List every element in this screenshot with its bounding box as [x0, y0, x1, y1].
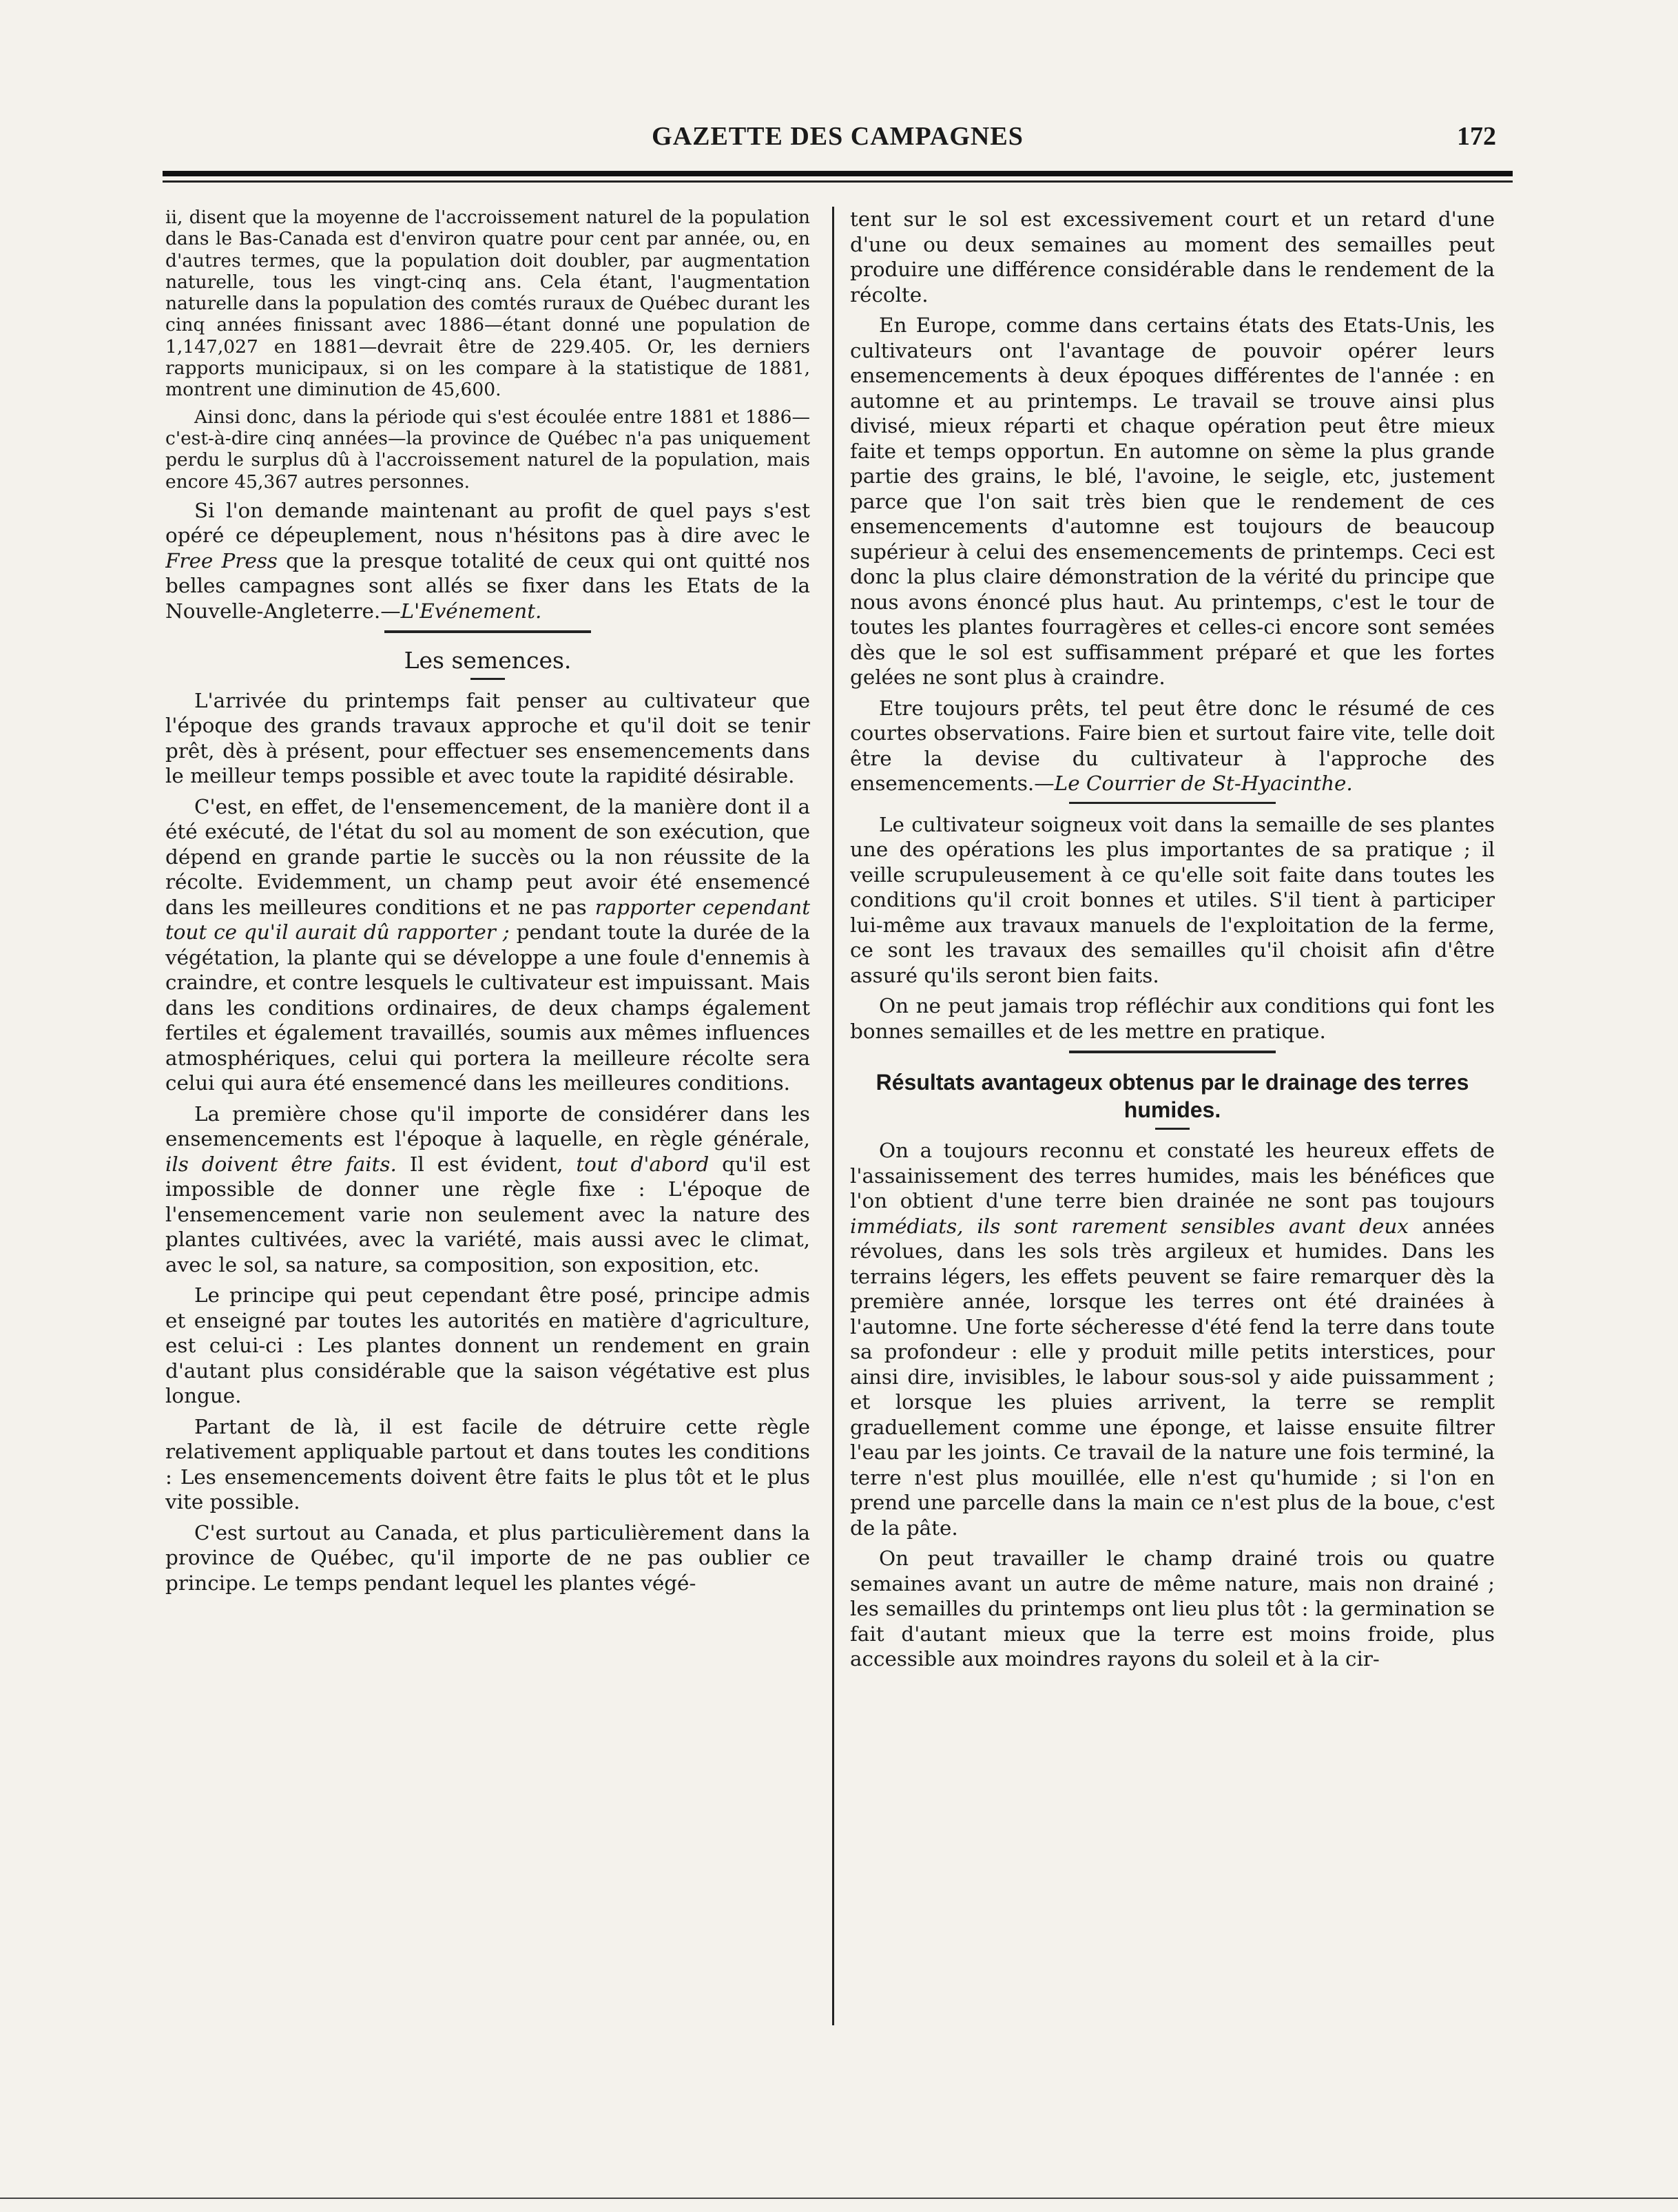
column-divider	[832, 207, 834, 2025]
section-divider	[384, 630, 591, 633]
paragraph: On a toujours reconnu et constaté les heureux effets de l'assainissement des terres humides, mais les bénéfices que l'on obtient d'une terre bien drainée ne sont pas toujours immédiats, ils sont rarement sensibles avant deux années révolues, dans les sols très argileux et humides. Dans les terrains légers, les effets peuvent se faire remarquer dès la première année, lorsque les terres ont été drainées à l'automne. Une forte sécheresse d'été fend la terre dans toute sa profondeur : elle y produit mille petits interstices, pour ainsi dire, invisibles, le labour sous-sol y aide puissamment ; et lorsque les pluies arrivent, la terre se remplit graduellement comme une éponge, et laisse ensuite filtrer l'eau par les joints. Ce travail de la nature une fois terminé, la terre n'est plus mouillée, elle n'est qu'humide ; si l'on en prend une parcelle dans la main ce n'est plus de la boue, c'est de la pâte.	[850, 1139, 1495, 1540]
paragraph: ii, disent que la moyenne de l'accroissement naturel de la population dans le Bas-Canada est d'environ quatre pour cent par année, ou, en d'autres termes, que la population doit doubler, par augmentation naturelle, tous les vingt-cinq ans. Cela étant, l'augmentation naturelle dans la population des comtés ruraux de Québec durant les cinq années finissant avec 1886—étant donné une population de 1,147,027 en 1881—devrait être de 229.405. Or, les derniers rapports municipaux, si on les compare à la statistique de 1881, montrent une diminution de 45,600.	[165, 207, 810, 401]
paragraph: On peut travailler le champ drainé trois ou quatre semaines avant un autre de même nature, mais non drainé ; les semailles du printemps ont lieu plus tôt : la germination se fait d'autant mieux que la terre est moins froide, plus accessible aux moindres rayons du soleil et à la cir-	[850, 1547, 1495, 1671]
paragraph: On ne peut jamais trop réfléchir aux conditions qui font les bonnes semailles et de les mettre en pratique.	[850, 994, 1495, 1043]
paragraph: Le principe qui peut cependant être posé, principe admis et enseigné par toutes les autorités en matière d'agriculture, est celui-ci : Les plantes donnent un rendement en grain d'autant plus considérable que la saison végétative est plus longue.	[165, 1283, 810, 1408]
paragraph: C'est surtout au Canada, et plus particulièrement dans la province de Québec, qu'il importe de ne pas oublier ce principe. Le temps pendant lequel les plantes végé-	[165, 1520, 810, 1595]
paragraph: Ainsi donc, dans la période qui s'est écoulée entre 1881 et 1886—c'est-à-dire cinq années—la province de Québec n'a pas uniquement perdu le surplus dû à l'accroissement naturel de la population, mais encore 45,367 autres personnes.	[165, 406, 810, 493]
header-rule-thick	[163, 171, 1513, 176]
paragraph: Partant de là, il est facile de détruire cette règle relativement appliquable partout et dans toutes les conditions : Les ensemencements doivent être faits le plus tôt et le plus vite possible.	[165, 1414, 810, 1514]
section-heading: Les semences.	[404, 647, 572, 674]
paragraph: En Europe, comme dans certains états des Etats-Unis, les cultivateurs ont l'avantage de pouvoir opérer leurs ensemencements à deux époques différentes de l'année : en automne et au printemps. Le travail se trouve ainsi plus divisé, mieux réparti et chaque opération peut être mieux faite et temps opportun. En automne on sème la plus grande partie des grains, le blé, l'avoine, le seigle, etc, justement parce que l'on sait très bien que le rendement de ces ensemencements d'automne est toujours de beaucoup supérieur à celui des ensemencements de printemps. Ceci est donc la plus claire démonstration de la vérité du principe que nous avons énoncé plus haut. Au printemps, c'est le tour de toutes les plantes fourragères et celles-ci encore sont semées dès que le sol est suffisamment préparé et que les fortes gelées ne sont plus à craindre.	[850, 313, 1495, 689]
paragraph: C'est, en effet, de l'ensemencement, de la manière dont il a été exécuté, de l'état du sol au moment de son exécution, que dépend en grande partie le succès ou la non réussite de la récolte. Evidemment, un champ peut avoir été ensemencé dans les meilleures conditions et ne pas rapporter cependant tout ce qu'il aurait dû rapporter ; pendant toute la durée de la végétation, la plante qui se développe a une foule d'ennemis à craindre, et contre lesquels le cultivateur est impuissant. Mais dans les conditions ordinaires, de deux champs également fertiles et également travaillés, soumis aux mêmes influences atmosphériques, celui qui portera la meilleure récolte sera celui qui aura été ensemencé dans les meilleures conditions.	[165, 794, 810, 1095]
page-bottom-edge	[0, 2198, 1678, 2199]
source-attribution: L'Evénement.	[400, 599, 542, 623]
section-divider	[1069, 1051, 1276, 1053]
right-column	[850, 207, 1495, 2025]
left-column	[165, 207, 810, 2025]
heading-dash	[470, 678, 505, 680]
source-attribution: Le Courrier de St-Hyacinthe.	[1054, 772, 1353, 795]
paragraph: La première chose qu'il importe de considérer dans les ensemencements est l'époque à laquelle, en règle générale, ils doivent être faits. Il est évident, tout d'abord qu'il est impossible de donner une règle fixe : L'époque de l'ensemencement varie non seulement avec la nature des plantes cultivées, avec la variété, mais aussi avec le climat, avec le sol, sa nature, sa composition, son exposition, etc.	[165, 1102, 810, 1276]
paragraph: tent sur le sol est excessivement court et un retard d'une d'une ou deux semaines au moment des semailles peut produire une différence considérable dans le rendement de la récolte.	[850, 207, 1495, 307]
header-rule-thin	[163, 180, 1513, 183]
page-header	[163, 116, 1513, 157]
page-number: 172	[1457, 122, 1496, 151]
section-heading: Résultats avantageux obtenus par le drainage des terres humides.	[876, 1070, 1469, 1122]
publication-title: GAZETTE DES CAMPAGNES	[652, 122, 1024, 151]
paragraph: Le cultivateur soigneux voit dans la semaille de ses plantes une des opérations les plus importantes de sa pratique ; il veille scrupuleusement à ce qu'elle soit faite dans toutes les conditions qu'il croit bonnes et utiles. S'il tient à participer lui-même aux travaux manuels de l'exploitation de la ferme, ce sont les travaux des semailles qu'il choisit afin d'être assuré qu'ils seront bien faits.	[850, 812, 1495, 987]
section-divider	[1069, 802, 1276, 804]
paragraph: Etre toujours prêts, tel peut être donc le résumé de ces courtes observations. Faire bien et surtout faire vite, telle doit être la devise du cultivateur à l'approche des ensemencements.—Le Courrier de St-Hyacinthe.	[850, 696, 1495, 795]
paragraph: L'arrivée du printemps fait penser au cultivateur que l'époque des grands travaux approche et qu'il doit se tenir prêt, dès à présent, pour effectuer ses ensemencements dans le meilleur temps possible et avec toute la rapidité désirable.	[165, 688, 810, 788]
heading-dash	[1155, 1128, 1190, 1130]
paragraph: Si l'on demande maintenant au profit de quel pays s'est opéré ce dépeuplement, nous n'hésitons pas à dire avec le Free Press que la presque totalité de ceux qui ont quitté nos belles campagnes sont allés se fixer dans les Etats de la Nouvelle-Angleterre.—L'Evénement.	[165, 498, 810, 623]
